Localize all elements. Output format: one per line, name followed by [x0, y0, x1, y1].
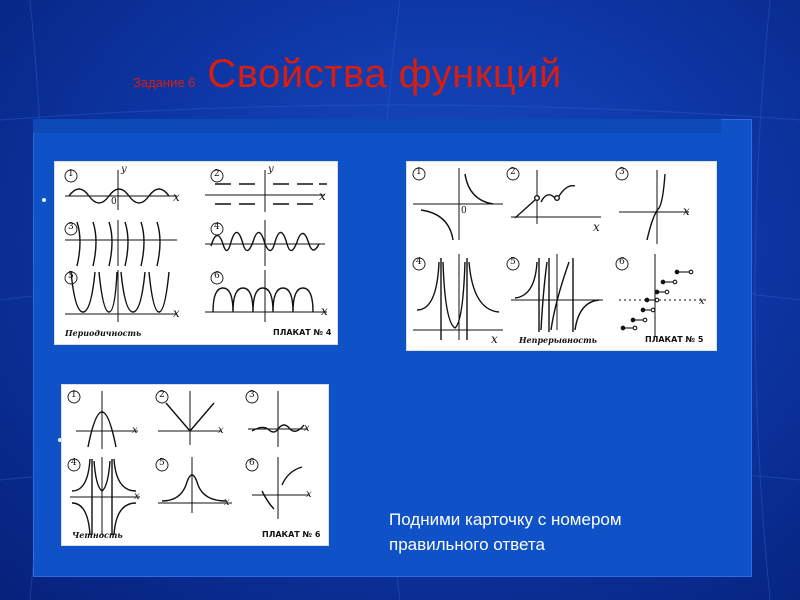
p4-y-label-2: y	[268, 164, 274, 175]
p5-graph-4	[413, 254, 503, 340]
bullet-1	[42, 198, 46, 202]
task-label: Задание 6	[133, 75, 196, 90]
p4-x-label-2: x	[319, 189, 326, 203]
poster-parity	[61, 384, 329, 546]
p4-num-3: 3	[68, 222, 74, 232]
p6-x-label-6: x	[306, 489, 312, 500]
p6-graph-1	[68, 391, 138, 449]
p6-x-label-1: x	[132, 425, 138, 436]
p5-plate: ПЛАКАТ № 5	[645, 335, 704, 344]
p4-x-label-6: x	[321, 304, 328, 318]
p6-x-label-2: x	[218, 425, 224, 436]
p4-plate: ПЛАКАТ № 4	[273, 328, 332, 337]
p5-graph-2	[507, 168, 601, 224]
p5-num-1: 1	[416, 167, 422, 177]
p6-num-2: 2	[159, 390, 165, 400]
panel-top-strip	[33, 119, 721, 133]
p4-graph-4	[205, 220, 325, 266]
p5-num-2: 2	[510, 167, 516, 177]
p4-graph-1	[65, 170, 177, 210]
p5-x-label-6: x	[699, 296, 705, 307]
p6-num-4: 4	[71, 458, 77, 468]
p5-graph-1	[413, 168, 503, 240]
poster-periodicity	[54, 161, 338, 345]
p5-graph-5	[507, 254, 603, 332]
p6-graph-2	[156, 391, 222, 445]
instruction-line-2: правильного ответа	[389, 535, 545, 554]
p5-num-6: 6	[619, 257, 625, 267]
p4-graph-3	[65, 220, 177, 266]
p6-num-1: 1	[71, 390, 77, 400]
p6-num-5: 5	[159, 458, 165, 468]
p4-num-2: 2	[214, 169, 220, 179]
p6-x-label-5: x	[224, 497, 230, 508]
p6-x-label-3: x	[304, 423, 310, 434]
p6-graph-6	[246, 457, 310, 519]
p5-caption: Непрерывность	[519, 335, 597, 345]
p5-num-5: 5	[510, 257, 516, 267]
p4-x-label-5: x	[173, 306, 180, 320]
p6-plate: ПЛАКАТ № 6	[262, 530, 321, 539]
p5-x-label-4: x	[491, 332, 498, 346]
p5-graph-6	[616, 254, 707, 336]
p6-graph-4	[68, 457, 140, 535]
p6-graph-5	[156, 457, 232, 513]
p4-num-4: 4	[214, 222, 220, 232]
p4-graph-2	[205, 170, 327, 212]
poster-continuity	[406, 161, 717, 351]
p4-origin-1: 0	[111, 197, 117, 207]
p6-num-3: 3	[249, 390, 255, 400]
title-text: Свойства функций	[207, 52, 562, 96]
p4-num-1: 1	[68, 169, 74, 179]
p4-graph-6	[205, 270, 327, 322]
p5-num-4: 4	[416, 257, 422, 267]
instruction-text	[389, 507, 719, 557]
p6-num-6: 6	[249, 458, 255, 468]
p4-caption: Периодичность	[65, 328, 142, 338]
p4-graph-5	[65, 270, 177, 322]
p4-y-label-1: y	[121, 164, 127, 175]
p6-caption: Четность	[72, 530, 123, 540]
p4-num-5: 5	[68, 271, 74, 281]
slide-title	[133, 52, 562, 102]
p6-x-label-4: x	[134, 491, 140, 502]
p4-x-label-1: x	[173, 190, 180, 204]
p5-num-3: 3	[619, 167, 625, 177]
p5-x-label-2: x	[593, 220, 600, 234]
p4-num-6: 6	[214, 271, 220, 281]
p5-x-label-3: x	[683, 204, 690, 218]
p6-graph-3	[246, 391, 308, 447]
p5-graph-3	[616, 168, 689, 244]
instruction-line-1: Подними карточку с номером	[389, 510, 622, 529]
p5-origin-1: 0	[461, 206, 467, 216]
